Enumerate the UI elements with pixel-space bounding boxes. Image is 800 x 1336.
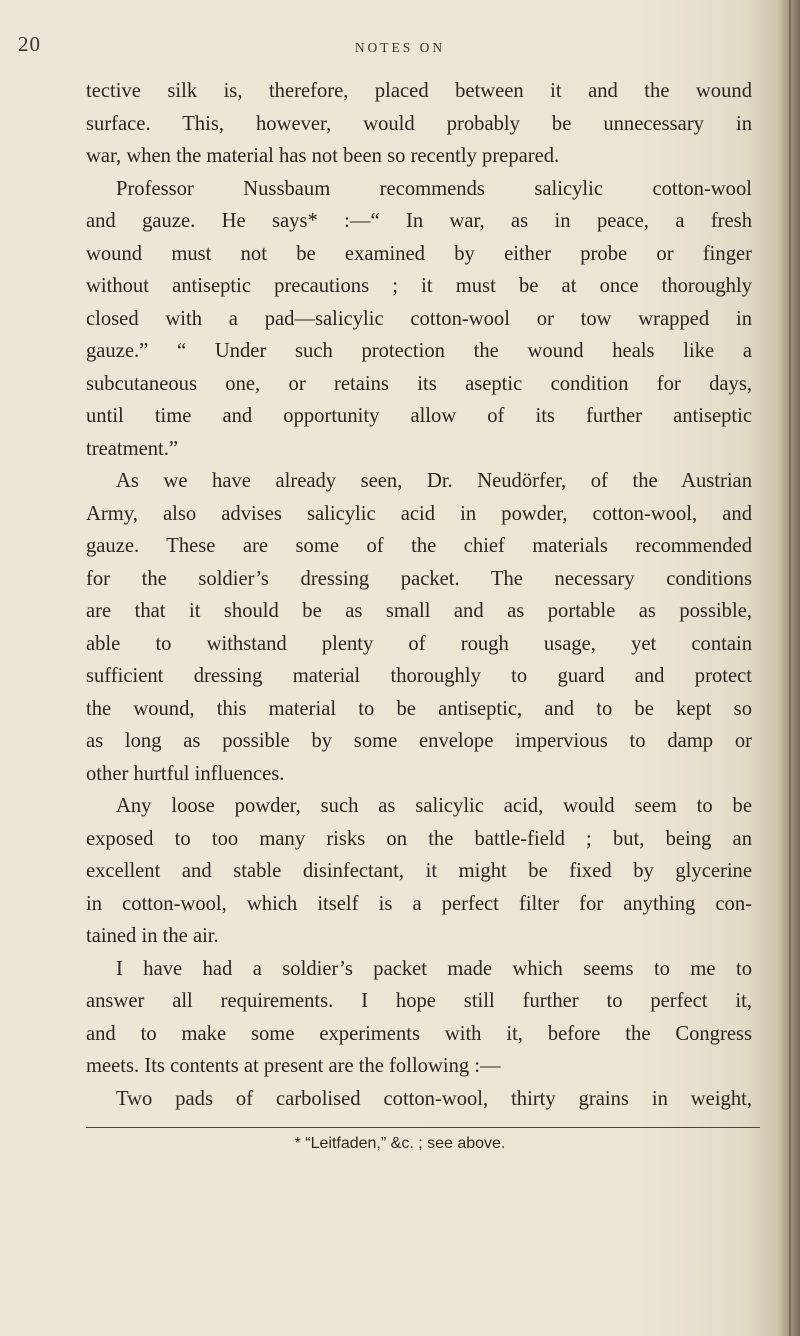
- page-number: 20: [18, 32, 41, 56]
- footnote: * “Leitfaden,” &c. ; see above.: [294, 1135, 506, 1152]
- text-line: meets. Its contents at present are the following :—: [86, 1055, 501, 1077]
- body-text: [86, 75, 752, 1115]
- text-line: war, when the material has not been so recently prepared.: [86, 145, 560, 167]
- text-line: are that it should be as small and as portable as possible,: [86, 600, 752, 622]
- text-line: excellent and stable disinfectant, it might be fixed by glycerine: [86, 860, 752, 882]
- text-line: tective silk is, therefore, placed between it and the wound: [86, 80, 752, 102]
- text-line: in cotton-wool, which itself is a perfect filter for anything con-: [86, 892, 752, 915]
- text-line: subcutaneous one, or retains its aseptic condition for days,: [86, 372, 752, 395]
- text-line: Two pads of carbolised cotton-wool, thirty grains in weight,: [116, 1087, 752, 1110]
- text-line: Any loose powder, such as salicylic acid, would seem to be: [116, 795, 752, 817]
- text-line: able to withstand plenty of rough usage, yet contain: [86, 632, 752, 655]
- text-line: Army, also advises salicylic acid in powder, cotton-wool, and: [86, 502, 752, 525]
- text-line: for the soldier’s dressing packet. The necessary conditions: [86, 567, 752, 590]
- text-line: gauze.” “ Under such protection the wound heals like a: [86, 340, 752, 362]
- text-line: closed with a pad—salicylic cotton-wool or tow wrapped in: [86, 307, 752, 330]
- text-line: and gauze. He says* :—“ In war, as in peace, a fresh: [86, 210, 752, 232]
- text-line: As we have already seen, Dr. Neudörfer, of the Austrian: [116, 470, 752, 492]
- text-line: tained in the air.: [86, 925, 219, 947]
- text-line: I have had a soldier’s packet made which seems to me to: [116, 957, 752, 980]
- text-line: treatment.”: [86, 437, 179, 460]
- text-line: the wound, this material to be antiseptic, and to be kept so: [86, 697, 752, 720]
- text-line: until time and opportunity allow of its further antiseptic: [86, 405, 752, 427]
- text-line: and to make some experiments with it, before the Congress: [86, 1022, 752, 1045]
- text-line: surface. This, however, would probably be unnecessary in: [86, 112, 752, 135]
- text-line: sufficient dressing material thoroughly to guard and protect: [86, 665, 752, 687]
- text-line: answer all requirements. I hope still further to perfect it,: [86, 990, 752, 1012]
- text-line: as long as possible by some envelope impervious to damp or: [86, 730, 752, 752]
- running-head: NOTES ON: [354, 40, 446, 55]
- footnote-rule: [86, 1127, 760, 1128]
- text-line: exposed to too many risks on the battle-field ; but, being an: [86, 827, 752, 850]
- text-line: Professor Nussbaum recommends salicylic cotton-wool: [116, 177, 752, 200]
- text-line: wound must not be examined by either probe or finger: [86, 242, 752, 265]
- text-line: gauze. These are some of the chief materials recommended: [86, 535, 752, 557]
- text-line: other hurtful influences.: [86, 762, 285, 785]
- text-line: without antiseptic precautions ; it must be at once thoroughly: [86, 275, 752, 297]
